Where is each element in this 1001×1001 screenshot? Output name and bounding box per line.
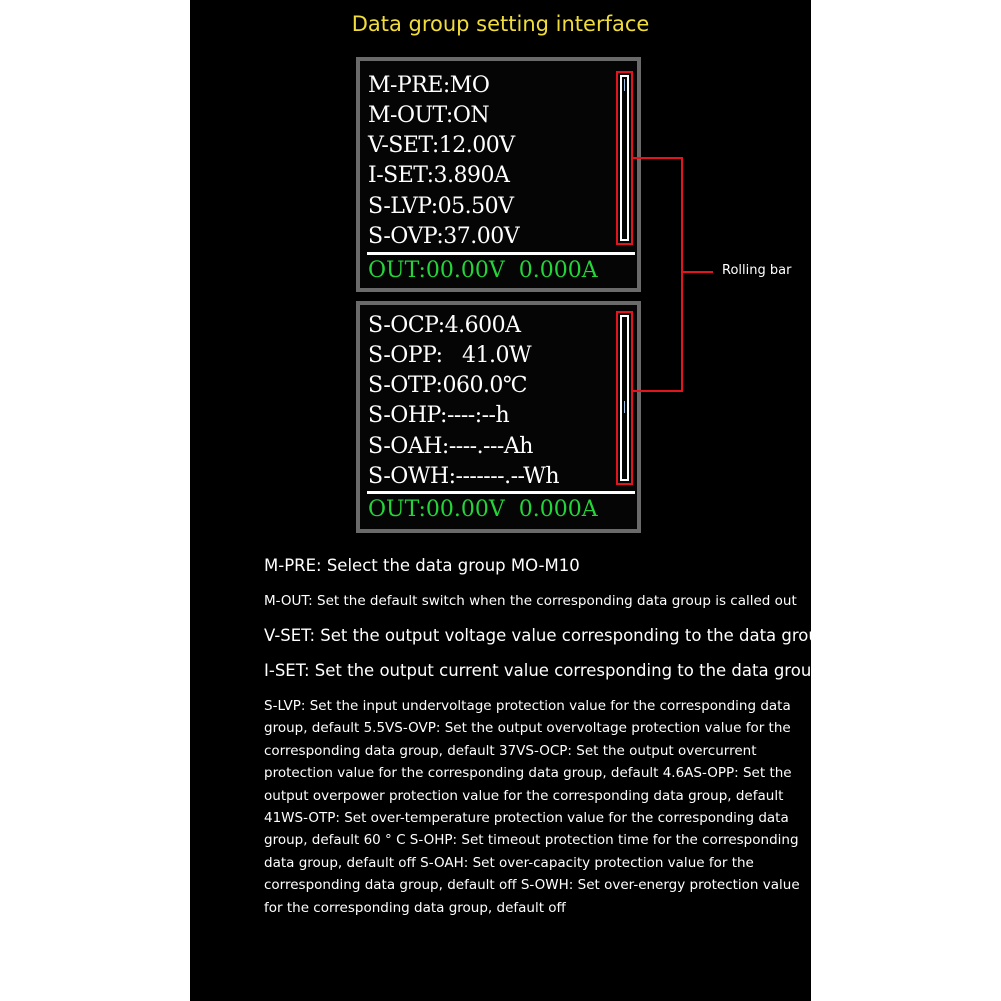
setting-s-otp: S-OTP:060.0℃ (368, 373, 528, 398)
output-readout: OUT:00.00V 0.000A (368, 258, 598, 283)
rolling-bar-label: Rolling bar (722, 263, 792, 278)
desc-m-pre: M-PRE: Select the data group MO-M10 (264, 556, 580, 575)
setting-s-ocp: S-OCP:4.600A (368, 313, 521, 338)
page-title: Data group setting interface (351, 12, 650, 36)
lcd-screen-page-2 (356, 301, 641, 533)
rolling-bar[interactable] (620, 75, 629, 241)
callout-line-vertical (681, 157, 683, 392)
rolling-bar-highlight (616, 311, 633, 485)
setting-s-opp: S-OPP: 41.0W (368, 343, 532, 368)
rolling-bar-highlight (616, 71, 633, 245)
desc-i-set: I-SET: Set the output current value corresponding to the data group (264, 661, 822, 680)
setting-s-owh: S-OWH:-------.--Wh (368, 464, 560, 489)
setting-m-pre: M-PRE:MO (368, 73, 490, 98)
desc-protection: S-LVP: Set the input undervoltage protection value for the corresponding data group, default 5.5VS-OVP: Set the output overvoltage protection value for the corresponding data group, default 37VS-OCP: Set the output overcurrent protection value for the corresponding data group, default 4.6AS-OPP: Set the output overpower protection value for the corresponding data group, default 41WS-OTP: Set over-temperature protection value for the corresponding data group, default 60 ° C S-OHP: Set timeout protection time for the corresponding data group, default off S-OAH: Set over-capacity protection value for the corresponding data group, default off S-OWH: Set over-energy protection value for the corresponding data group, default off (264, 698, 800, 916)
rolling-bar[interactable] (620, 315, 629, 481)
setting-v-set: V-SET:12.00V (368, 133, 515, 158)
rolling-bar-thumb[interactable] (624, 79, 625, 91)
screen-divider (367, 252, 635, 255)
rolling-bar-thumb[interactable] (624, 401, 625, 413)
setting-s-ovp: S-OVP:37.00V (368, 224, 520, 249)
setting-s-lvp: S-LVP:05.50V (368, 194, 514, 219)
callout-line-top (633, 157, 683, 159)
output-readout: OUT:00.00V 0.000A (368, 497, 598, 522)
setting-i-set: I-SET:3.890A (368, 163, 510, 188)
screen-divider (367, 491, 635, 494)
lcd-screen-page-1 (356, 57, 641, 292)
desc-v-set: V-SET: Set the output voltage value corresponding to the data group (264, 626, 830, 645)
setting-m-out: M-OUT:ON (368, 103, 490, 128)
callout-line-bottom (633, 390, 683, 392)
setting-s-oah: S-OAH:----.---Ah (368, 434, 533, 459)
desc-m-out: M-OUT: Set the default switch when the corresponding data group is called out (264, 593, 797, 609)
setting-s-ohp: S-OHP:----:--h (368, 403, 510, 428)
callout-line-to-label (681, 271, 713, 273)
